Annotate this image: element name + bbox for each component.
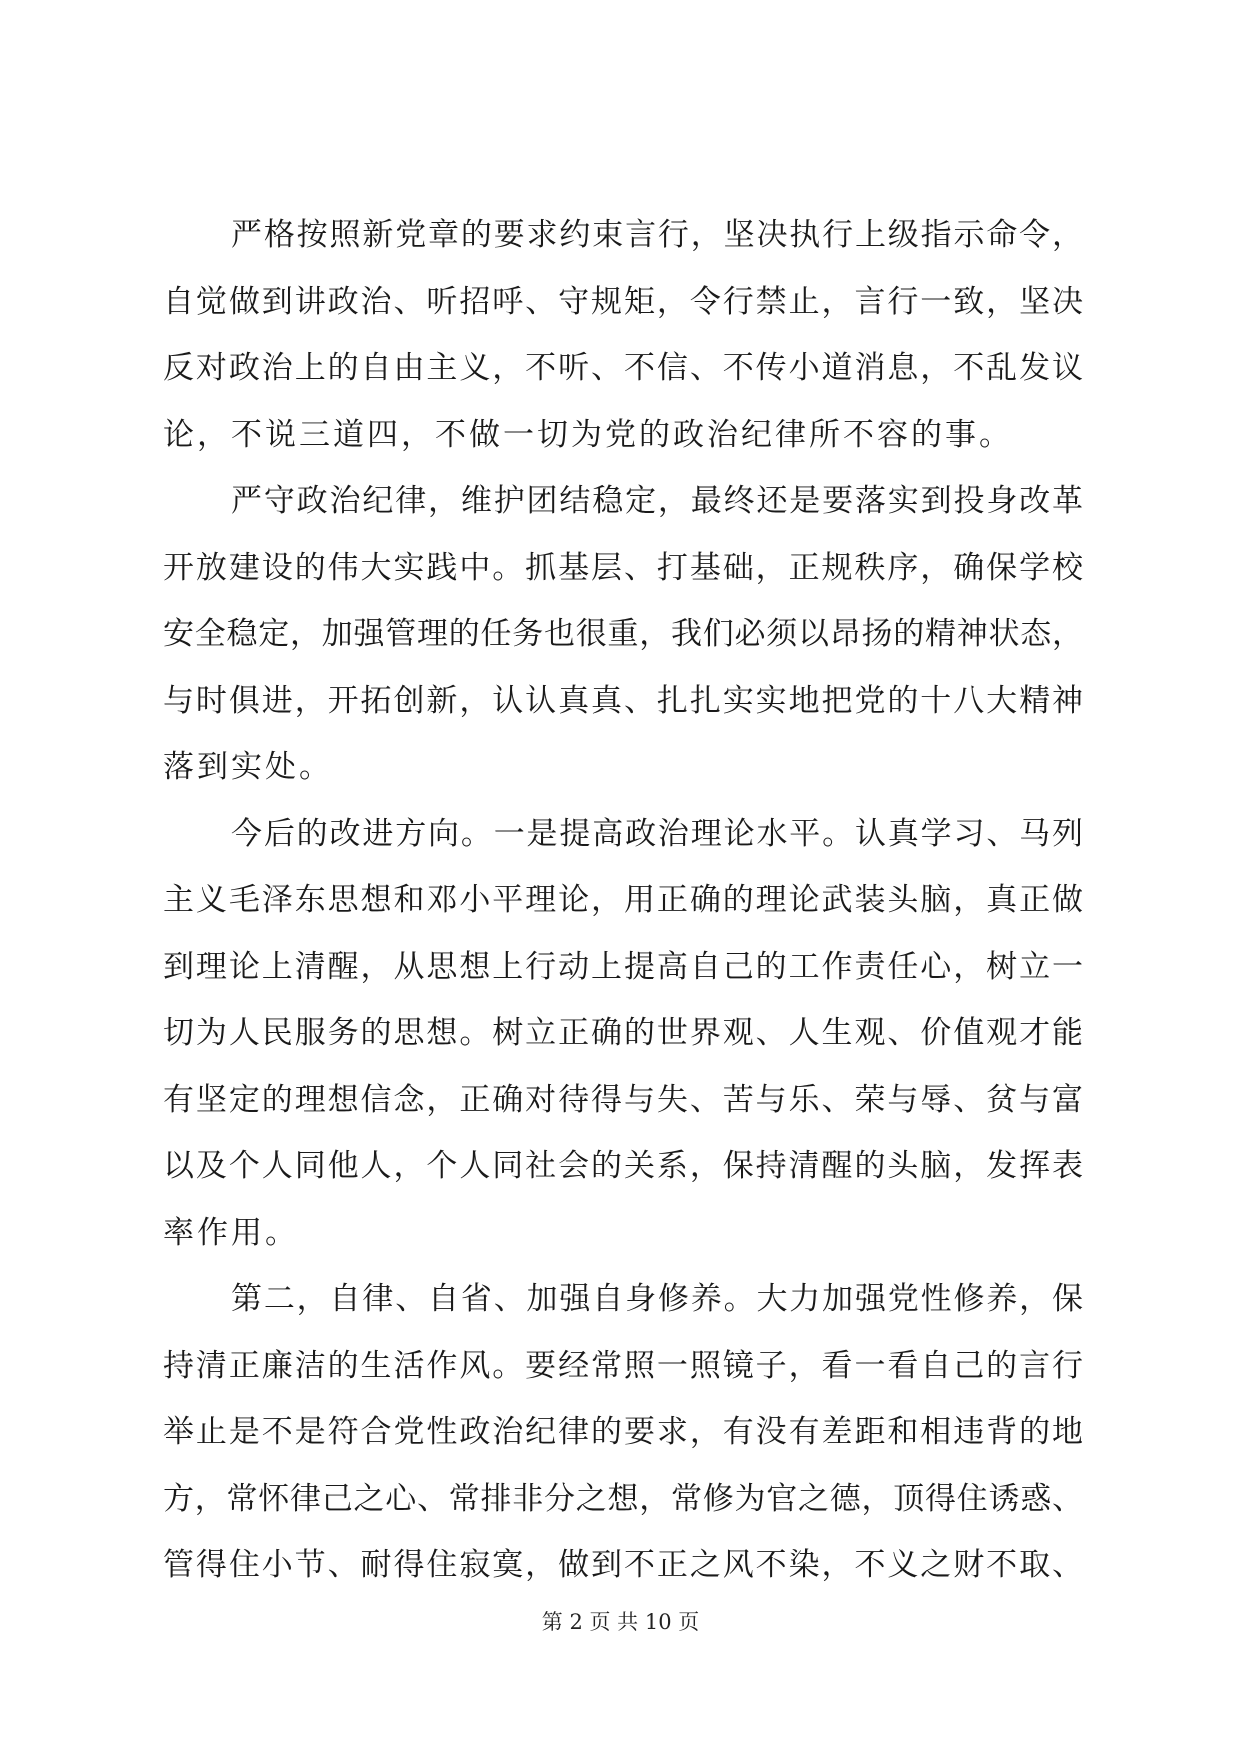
paragraph-line: 安全稳定，加强管理的任务也很重，我们必须以昂扬的精神状态， [163,616,1083,652]
paragraph-line: 反对政治上的自由主义，不听、不信、不传小道消息，不乱发议 [163,350,1083,386]
paragraph-line: 方，常怀律己之心、常排非分之想，常修为官之德，顶得住诱惑、 [163,1480,1083,1517]
paragraph-line: 第二，自律、自省、加强自身修养。大力加强党性修养，保 [231,1281,1083,1317]
paragraph-line: 持清正廉洁的生活作风。要经常照一照镜子，看一看自己的言行 [163,1347,1083,1384]
paragraph-4 [163,1269,1083,1602]
paragraph-line: 落到实处。 [163,749,333,785]
paragraph-line: 以及个人同他人，个人同社会的关系，保持清醒的头脑，发挥表 [163,1148,1083,1184]
page-number-footer: 第 2 页 共 10 页 [541,1610,700,1634]
paragraph-line: 自觉做到讲政治、听招呼、守规矩，令行禁止，言行一致，坚决 [163,283,1083,320]
paragraph-3 [163,804,1083,1270]
paragraph-line: 与时俱进，开拓创新，认认真真、扎扎实实地把党的十八大精神 [163,682,1083,719]
paragraph-line: 今后的改进方向。一是提高政治理论水平。认真学习、马列 [231,815,1083,852]
paragraph-line: 开放建设的伟大实践中。抓基层、打基础，正规秩序，确保学校 [163,549,1083,586]
paragraph-2 [163,471,1083,804]
paragraph-line: 严格按照新党章的要求约束言行，坚决执行上级指示命令， [231,217,1083,253]
paragraph-line: 到理论上清醒，从思想上行动上提高自己的工作责任心，树立一 [163,948,1083,985]
paragraph-line: 严守政治纪律，维护团结稳定，最终还是要落实到投身改革 [231,483,1083,519]
paragraph-line: 主义毛泽东思想和邓小平理论，用正确的理论武装头脑，真正做 [163,882,1083,918]
paragraph-line: 论，不说三道四，不做一切为党的政治纪律所不容的事。 [163,416,1013,453]
paragraph-line: 率作用。 [163,1214,299,1251]
paragraph-line: 有坚定的理想信念，正确对待得与失、苦与乐、荣与辱、贫与富 [163,1081,1083,1118]
paragraph-1 [163,205,1083,471]
document-body [163,205,1083,1602]
paragraph-line: 管得住小节、耐得住寂寞，做到不正之风不染，不义之财不取、 [163,1547,1083,1583]
paragraph-line: 切为人民服务的思想。树立正确的世界观、人生观、价值观才能 [163,1015,1083,1051]
paragraph-line: 举止是不是符合党性政治纪律的要求，有没有差距和相违背的地 [163,1414,1083,1450]
